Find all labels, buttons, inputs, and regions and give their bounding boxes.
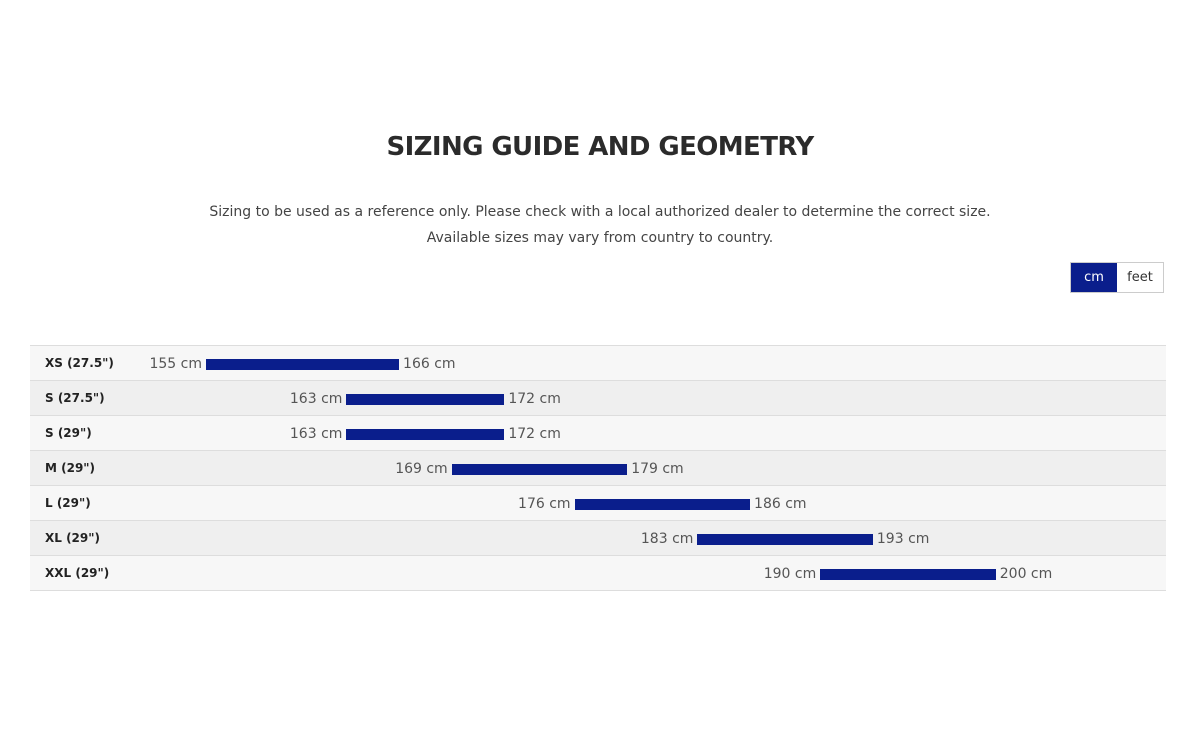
height-range-bar (575, 499, 751, 510)
height-min-label: 155 cm (149, 356, 202, 372)
height-min-label: 183 cm (640, 531, 694, 547)
height-range-bar (346, 394, 504, 405)
unit-option-feet[interactable]: feet (1117, 263, 1163, 292)
height-range-bar (697, 534, 873, 545)
size-label: L (29") (45, 496, 91, 510)
subtitle-line-1: Sizing to be used as a reference only. Please check with a local authorized dealer to determine the correct size. (209, 204, 991, 220)
height-min-label: 163 cm (289, 391, 343, 407)
size-row (30, 556, 1166, 591)
size-label: S (29") (45, 426, 92, 440)
unit-option-cm[interactable]: cm (1071, 263, 1117, 292)
size-label: M (29") (45, 461, 96, 475)
size-row (30, 486, 1166, 521)
height-max-label: 200 cm (999, 566, 1053, 582)
height-min-label: 190 cm (763, 566, 817, 582)
size-row (30, 521, 1166, 556)
size-row (30, 416, 1166, 451)
unit-toggle (1070, 262, 1164, 293)
size-label: XS (27.5") (45, 356, 114, 370)
height-max-label: 179 cm (631, 461, 684, 477)
page-title: SIZING GUIDE AND GEOMETRY (386, 132, 814, 162)
height-max-label: 172 cm (508, 391, 561, 407)
size-row (30, 381, 1166, 416)
height-min-label: 169 cm (395, 461, 448, 477)
size-label: S (27.5") (45, 391, 105, 405)
height-min-label: 163 cm (289, 426, 343, 442)
size-label: XL (29") (45, 531, 100, 545)
height-range-bar (346, 429, 504, 440)
height-min-label: 176 cm (518, 496, 571, 512)
height-max-label: 172 cm (508, 426, 561, 442)
height-max-label: 193 cm (876, 531, 930, 547)
height-range-bar (820, 569, 996, 580)
size-row (30, 451, 1166, 486)
height-max-label: 166 cm (403, 356, 456, 372)
height-range-bar (206, 359, 399, 370)
height-max-label: 186 cm (754, 496, 807, 512)
subtitle-line-2: Available sizes may vary from country to country. (426, 230, 774, 246)
size-range-table (30, 345, 1166, 591)
size-row (30, 346, 1166, 381)
height-range-bar (452, 464, 628, 475)
size-label: XXL (29") (45, 566, 110, 580)
